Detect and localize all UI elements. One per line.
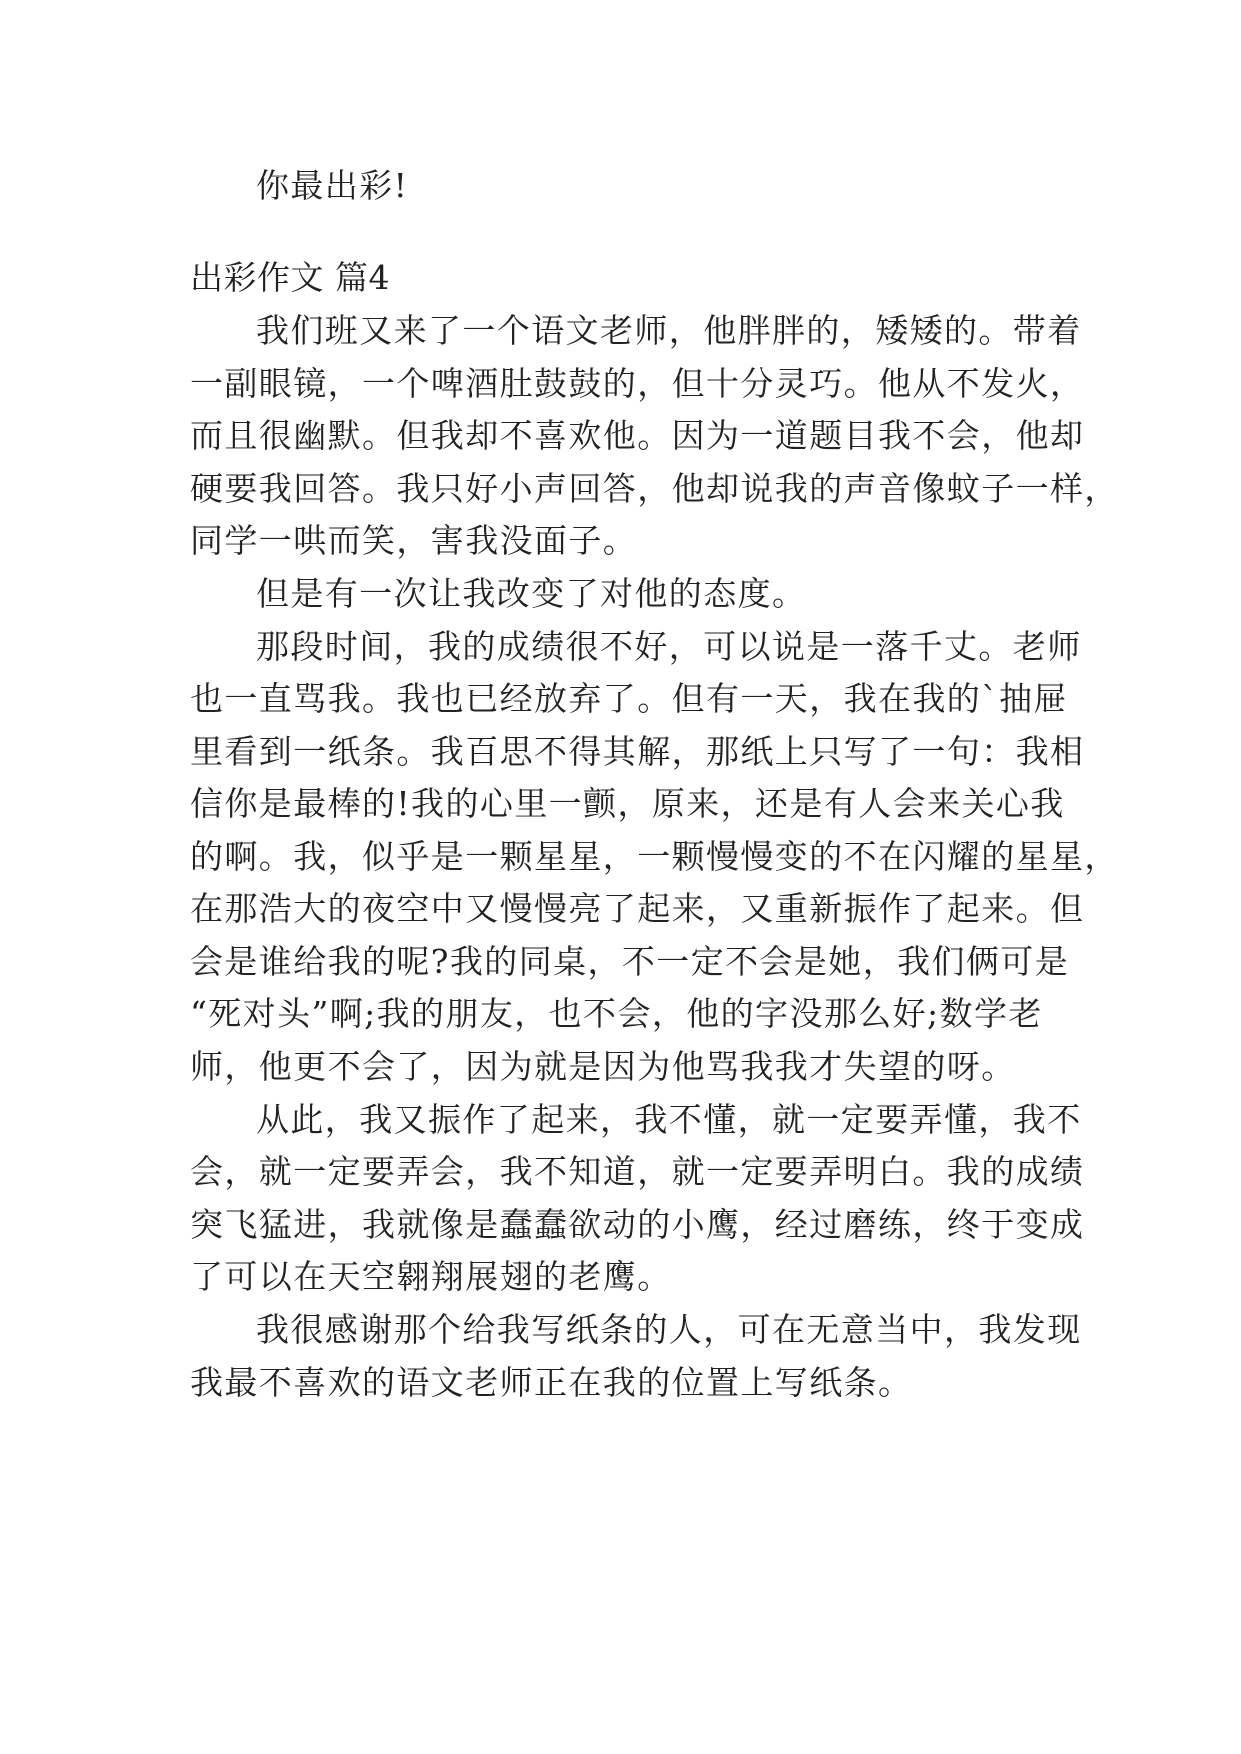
paragraph-line: 也一直骂我。我也已经放弃了。但有一天，我在我的`抽屉 [190, 679, 1068, 718]
paragraph-line: 那段时间，我的成绩很不好，可以说是一落千丈。老师 [256, 627, 1082, 666]
paragraph-line: 会，就一定要弄会，我不知道，就一定要弄明白。我的成绩 [190, 1152, 1085, 1191]
paragraph-line: 但是有一次让我改变了对他的态度。 [256, 574, 807, 613]
paragraph-line: 了可以在天空翱翔展翅的老鹰。 [190, 1257, 672, 1296]
paragraph-line: 师，他更不会了，因为就是因为他骂我我才失望的呀。 [190, 1047, 1016, 1086]
paragraph-line: 突飞猛进，我就像是蠢蠢欲动的小鹰，经过磨练，终于变成 [190, 1205, 1085, 1244]
paragraph-line: 我们班又来了一个语文老师，他胖胖的，矮矮的。带着 [256, 311, 1082, 350]
paragraph-line: 从此，我又振作了起来，我不懂，就一定要弄懂，我不 [256, 1100, 1082, 1139]
paragraph-line: 的啊。我，似乎是一颗星星，一颗慢慢变的不在闪耀的星星， [190, 837, 1119, 876]
paragraph-line: 我很感谢那个给我写纸条的人，可在无意当中，我发现 [256, 1310, 1082, 1349]
paragraph-line: 同学一哄而笑，害我没面子。 [190, 521, 638, 560]
paragraph-line: 硬要我回答。我只好小声回答，他却说我的声音像蚊子一样， [190, 469, 1119, 508]
paragraph-line: 而且很幽默。但我却不喜欢他。因为一道题目我不会，他却 [190, 416, 1085, 455]
paragraph-line: “死对头”啊;我的朋友，也不会，他的字没那么好;数学老 [190, 994, 1043, 1033]
paragraph-line: 我最不喜欢的语文老师正在我的位置上写纸条。 [190, 1363, 913, 1402]
paragraph-line: 一副眼镜，一个啤酒肚鼓鼓的，但十分灵巧。他从不发火， [190, 364, 1085, 403]
paragraph-line: 会是谁给我的呢?我的同桌，不一定不会是她，我们俩可是 [190, 942, 1070, 981]
paragraph-line: 在那浩大的夜空中又慢慢亮了起来，又重新振作了起来。但 [190, 889, 1085, 928]
essay-heading: 出彩作文 篇4 [190, 258, 390, 297]
paragraph-line: 信你是最棒的!我的心里一颤，原来，还是有人会来关心我 [190, 784, 1065, 823]
previous-essay-ending: 你最出彩! [256, 166, 409, 205]
paragraph-line: 里看到一纸条。我百思不得其解，那纸上只写了一句：我相 [190, 732, 1085, 771]
